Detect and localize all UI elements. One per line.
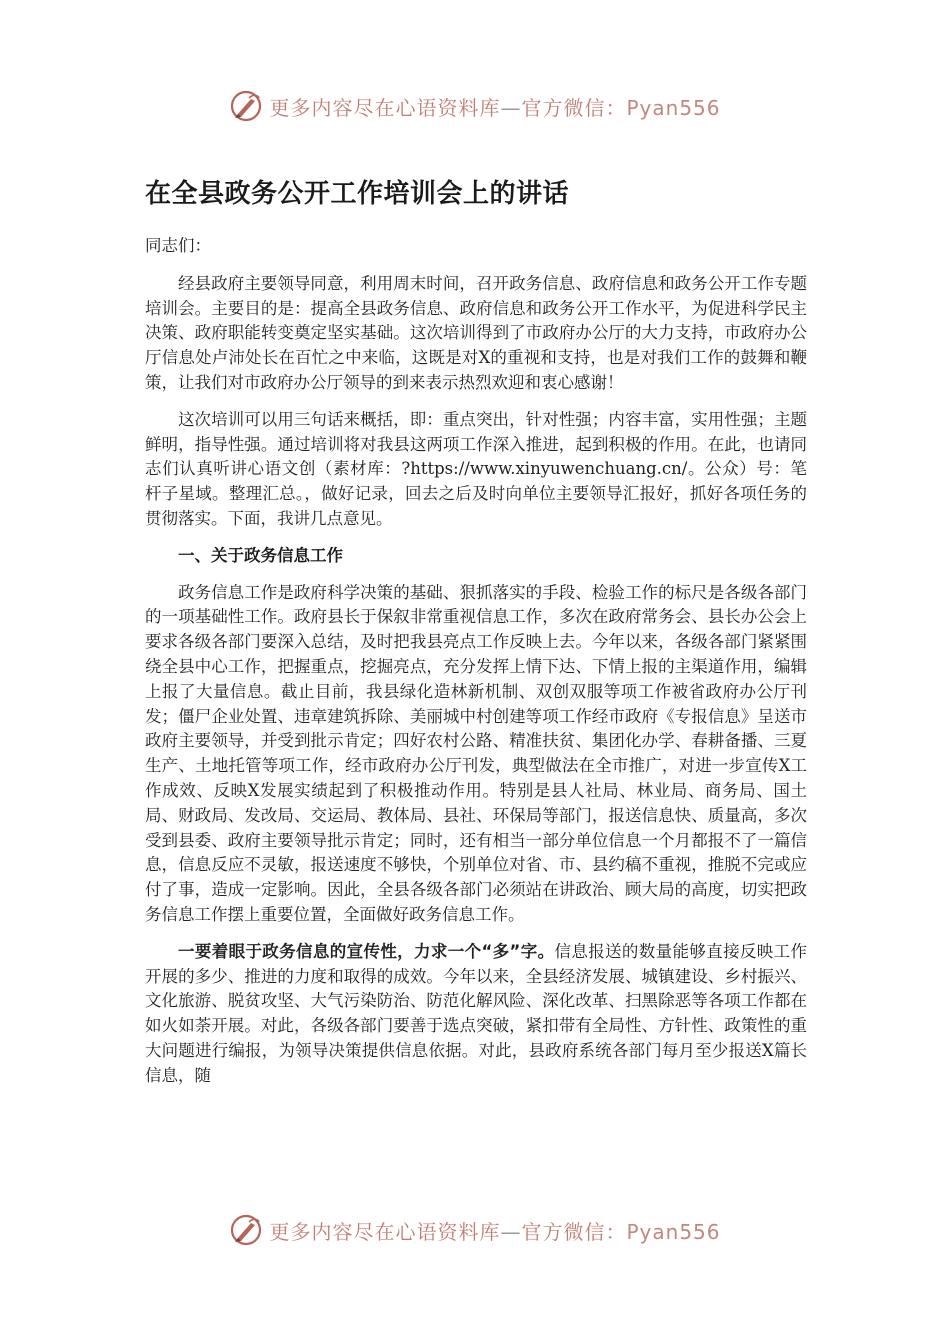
pen-logo-icon [229, 1213, 263, 1247]
salutation: 同志们： [145, 236, 211, 255]
document-body [145, 174, 807, 1101]
watermark-main: 更多内容尽在心语资料库 [269, 1219, 501, 1244]
section-heading-1: 一、关于政务信息工作 [178, 545, 343, 565]
watermark-separator: — [500, 1219, 522, 1244]
paragraph-4-text: 信息报送的数量能够直接反映工作开展的多少、推进的力度和取得的成效。今年以来，全县经济发展、城镇建设、乡村振兴、文化旅游、脱贫攻坚、大气污染防治、防范化解风险、深化改革、扫黑除恶等各项工作都在如火如荼开展。对此，各级各部门要善于选点突破，紧扣带有全局性、方针性、政策性的重大问题进行编报，为领导决策提供信息依据。对此，县政府系统各部门每月至少报送X篇长信息，随 [145, 941, 807, 1085]
watermark-separator: — [500, 95, 522, 120]
watermark-id: Pyan556 [626, 95, 721, 120]
paragraph-1: 经县政府主要领导同意，利用周末时间，召开政务信息、政府信息和政务公开工作专题培训会。主要目的是：提高全县政务信息、政府信息和政务公开工作水平，为促进科学民主决策、政府职能转变奠定坚实基础。这次培训得到了市政府办公厅的大力支持，市政府办公厅信息处卢沛处长在百忙之中来临，这既是对X的重视和支持，也是对我们工作的鼓舞和鞭策，让我们对市政府办公厅领导的到来表示热烈欢迎和衷心感谢！ [145, 273, 807, 392]
paragraph-2: 这次培训可以用三句话来概括，即：重点突出，针对性强；内容丰富，实用性强；主题鲜明，指导性强。通过培训将对我县这两项工作深入推进，起到积极的作用。在此，也请同志们认真听讲心语文创（素材库：?https://www.xinyuwenchuang.cn/。公众）号：笔杆子星域。整理汇总。，做好记录，回去之后及时向单位主要领导汇报好，抓好各项任务的贯彻落实。下面，我讲几点意见。 [145, 409, 807, 528]
watermark-footer [0, 1210, 950, 1250]
watermark-main: 更多内容尽在心语资料库 [269, 95, 501, 120]
pen-logo-icon [229, 89, 263, 123]
page-title: 在全县政务公开工作培训会上的讲话 [145, 179, 570, 209]
watermark-wechat: 官方微信： [521, 95, 627, 120]
paragraph-3: 政务信息工作是政府科学决策的基础、狠抓落实的手段、检验工作的标尺是各级各部门的一项基础性工作。政府县长于保叙非常重视信息工作，多次在政府常务会、县长办公会上要求各级各部门要深入总结，及时把我县亮点工作反映上去。今年以来，各级各部门紧紧围绕全县中心工作，把握重点，挖掘亮点，充分发挥上情下达、下情上报的主渠道作用，编辑上报了大量信息。截止目前，我县绿化造林新机制、双创双服等项工作被省政府办公厅刊发；僵尸企业处置、违章建筑拆除、美丽城中村创建等项工作经市政府《专报信息》呈送市政府主要领导，并受到批示肯定；四好农村公路、精准扶贫、集团化办学、春耕备播、三夏生产、土地托管等项工作，经市政府办公厅刊发，典型做法在全市推广，对进一步宣传X工作成效、反映X发展实绩起到了积极推动作用。特别是县人社局、林业局、商务局、国土局、财政局、发改局、交运局、教体局、县社、环保局等部门，报送信息快、质量高，多次受到县委、政府主要领导批示肯定；同时，还有相当一部分单位信息一个月都报不了一篇信息，信息反应不灵敏，报送速度不够快，个别单位对省、市、县约稿不重视，推脱不完或应付了事，造成一定影响。因此，全县各级各部门必须站在讲政治、顾大局的高度，切实把政务信息工作摆上重要位置，全面做好政务信息工作。 [145, 582, 807, 924]
watermark-id: Pyan556 [626, 1219, 721, 1244]
watermark-text [269, 92, 720, 121]
watermark-text [269, 1216, 720, 1245]
paragraph-4 [145, 940, 807, 1089]
watermark-header [0, 86, 950, 126]
paragraph-4-lead: 一要着眼于政务信息的宣传性，力求一个“多”字。 [178, 941, 555, 961]
watermark-wechat: 官方微信： [521, 1219, 627, 1244]
